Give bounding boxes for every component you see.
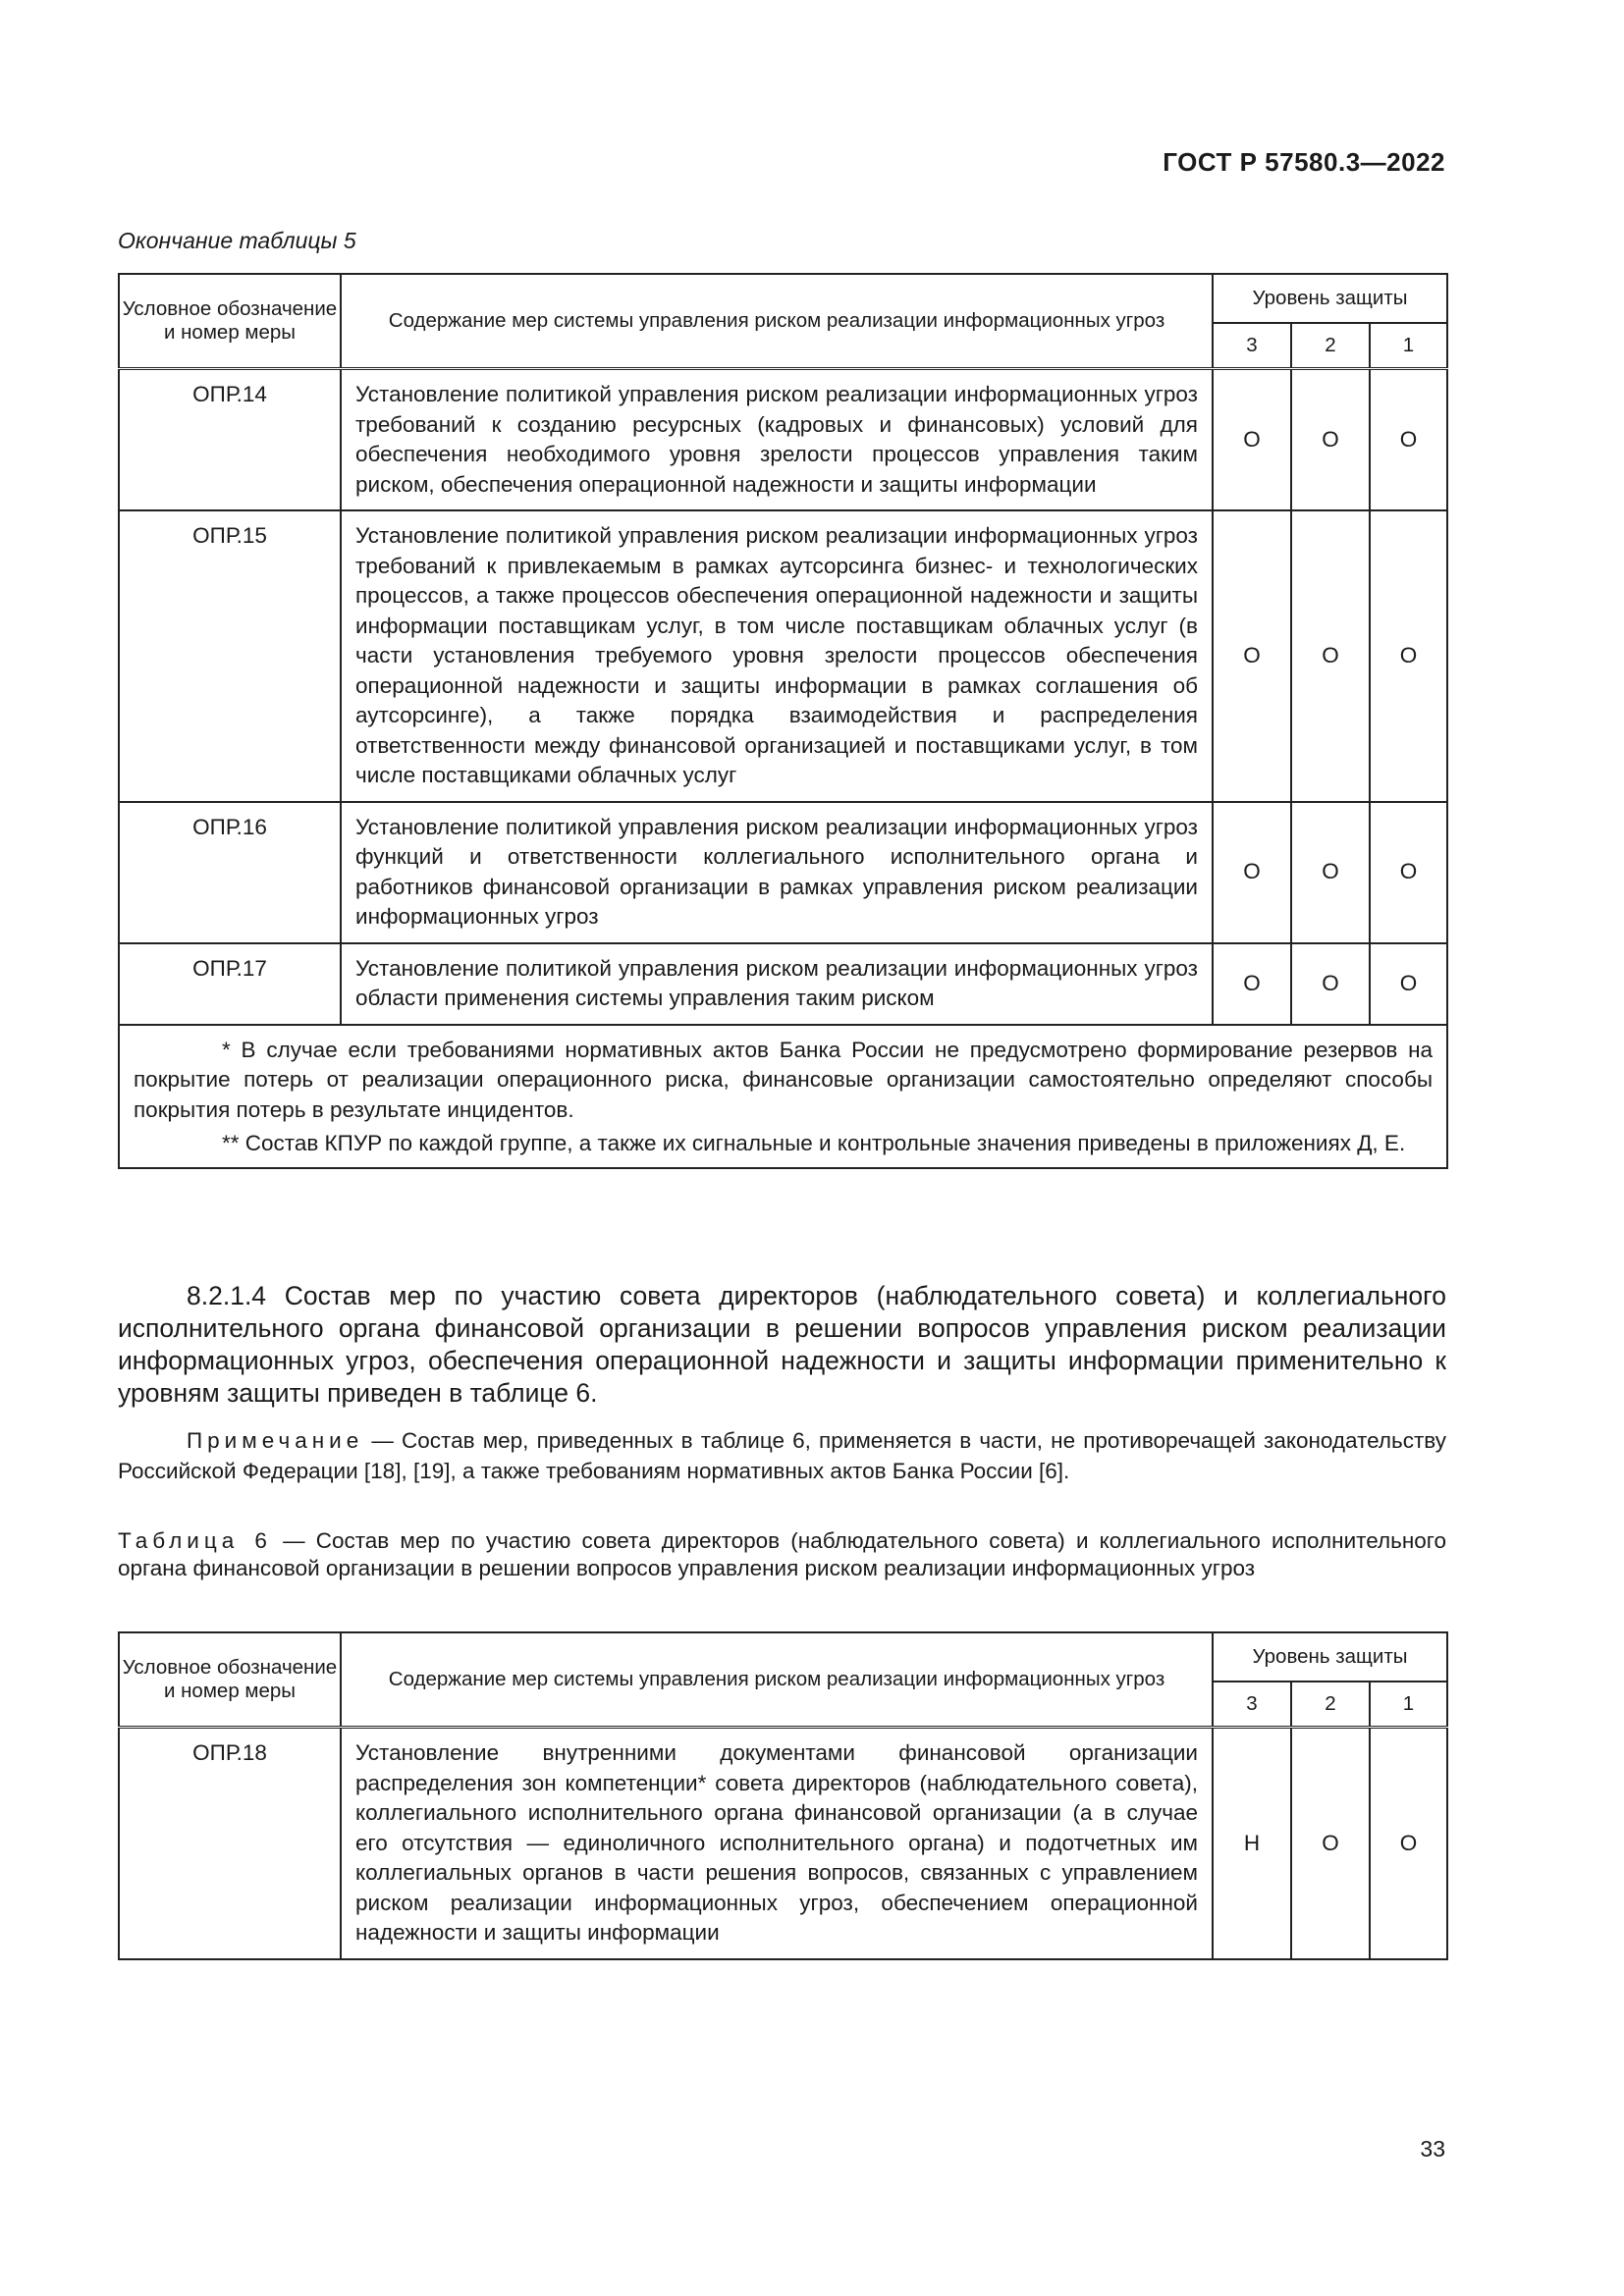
level-3-mark: О: [1213, 802, 1291, 943]
table-notes-row: [119, 1025, 1447, 1168]
column-header-content: Содержание мер системы управления риском реализации информационных угроз: [341, 274, 1213, 369]
table-row: [119, 1728, 1447, 1959]
table-row: [119, 802, 1447, 943]
level-3-mark: О: [1213, 943, 1291, 1025]
table-6-title-text: — Состав мер по участию совета директоров (наблюдательного совета) и коллегиального исполнительного органа финансовой организации в решении вопросов управления риском реализации информационных угроз: [118, 1528, 1446, 1580]
level-2-mark: О: [1291, 943, 1370, 1025]
level-1-mark: О: [1370, 369, 1447, 511]
level-1-header: 1: [1370, 323, 1447, 369]
level-3-mark: О: [1213, 369, 1291, 511]
measure-code: ОПР.16: [119, 802, 341, 943]
level-2-mark: О: [1291, 510, 1370, 802]
column-header-content: Содержание мер системы управления риском реализации информационных угроз: [341, 1632, 1213, 1728]
level-3-header: 3: [1213, 1682, 1291, 1728]
table-6-label: Таблица 6: [118, 1528, 272, 1553]
level-2-mark: О: [1291, 369, 1370, 511]
table-6: [118, 1631, 1448, 1960]
column-header-code: Условное обозначение и номер меры: [119, 1632, 341, 1728]
table-row: [119, 369, 1447, 511]
column-header-code: Условное обозначение и номер меры: [119, 274, 341, 369]
level-2-mark: О: [1291, 1728, 1370, 1959]
footnote-2: ** Состав КПУР по каждой группе, а также их сигнальные и контрольные значения приведены в приложениях Д, Е.: [222, 1131, 1406, 1155]
note-text: — Состав мер, приведенных в таблице 6, применяется в части, не противоречащей законодательству Российской Федерации [18], [19], а также требованиям нормативных актов Банка России [6].: [118, 1428, 1446, 1483]
measure-code: ОПР.14: [119, 369, 341, 511]
section-paragraph: [118, 1280, 1446, 1410]
paragraph-text: 8.2.1.4 Состав мер по участию совета директоров (наблюдательного совета) и коллегиального исполнительного органа финансовой организации в решении вопросов управления риском реализации информационных угроз, обеспечения операционной надежности и защиты информации применительно к уровням защиты приведен в таблице 6.: [118, 1281, 1446, 1408]
measure-code: ОПР.15: [119, 510, 341, 802]
level-2-header: 2: [1291, 323, 1370, 369]
note-label: Примечание: [187, 1428, 364, 1453]
table-row: [119, 943, 1447, 1025]
level-2-header: 2: [1291, 1682, 1370, 1728]
level-1-mark: О: [1370, 943, 1447, 1025]
note-paragraph: [118, 1425, 1446, 1486]
table-5: [118, 273, 1448, 1169]
measure-content: Установление внутренними документами финансовой организации распределения зон компетенции* совета директоров (наблюдательного совета), коллегиального исполнительного органа финансовой организации (а в случае его отсутствия — единоличного исполнительного органа) и подотчетных им коллегиальных органов в части решения вопросов, связанных с управлением риском реализации информационных угроз, обеспечением операционной надежности и защиты информации: [341, 1728, 1213, 1959]
measure-content: Установление политикой управления риском реализации информационных угроз требований к созданию ресурсных (кадровых и финансовых) условий для обеспечения необходимого уровня зрелости процессов управления таким риском, обеспечения операционной надежности и защиты информации: [341, 369, 1213, 511]
level-1-mark: О: [1370, 1728, 1447, 1959]
table-row: [119, 510, 1447, 802]
level-1-mark: О: [1370, 802, 1447, 943]
table-continuation-caption: Окончание таблицы 5: [118, 228, 356, 253]
measure-code: ОПР.18: [119, 1728, 341, 1959]
level-3-mark: О: [1213, 510, 1291, 802]
level-2-mark: О: [1291, 802, 1370, 943]
column-header-level: Уровень защиты: [1213, 274, 1447, 323]
level-1-header: 1: [1370, 1682, 1447, 1728]
document-code: ГОСТ Р 57580.3—2022: [1163, 147, 1445, 177]
table-6-title: [118, 1527, 1446, 1582]
measure-code: ОПР.17: [119, 943, 341, 1025]
footnote-1: * В случае если требованиями нормативных актов Банка России не предусмотрено формирование резервов на покрытие потерь от реализации операционного риска, финансовые организации самостоятельно определяют способы покрытия потерь в результате инцидентов.: [134, 1037, 1434, 1122]
level-1-mark: О: [1370, 510, 1447, 802]
measure-content: Установление политикой управления риском реализации информационных угроз функций и ответственности коллегиального исполнительного органа и работников финансовой организации в рамках управления риском реализации информационных угроз: [341, 802, 1213, 943]
column-header-level: Уровень защиты: [1213, 1632, 1447, 1682]
page-number: 33: [1420, 2136, 1445, 2162]
level-3-header: 3: [1213, 323, 1291, 369]
table-notes: [119, 1025, 1447, 1168]
measure-content: Установление политикой управления риском реализации информационных угроз требований к привлекаемым в рамках аутсорсинга бизнес- и технологических процессов, а также процессов обеспечения операционной надежности и защиты информации поставщикам услуг, в том числе поставщикам облачных услуг (в части установления требуемого уровня зрелости процессов обеспечения операционной надежности и защиты информации в рамках соглашения об аутсорсинге), а также порядка взаимодействия и распределения ответственности между финансовой организацией и поставщиками услуг, в том числе поставщиками облачных услуг: [341, 510, 1213, 802]
level-3-mark: Н: [1213, 1728, 1291, 1959]
measure-content: Установление политикой управления риском реализации информационных угроз области применения системы управления таким риском: [341, 943, 1213, 1025]
